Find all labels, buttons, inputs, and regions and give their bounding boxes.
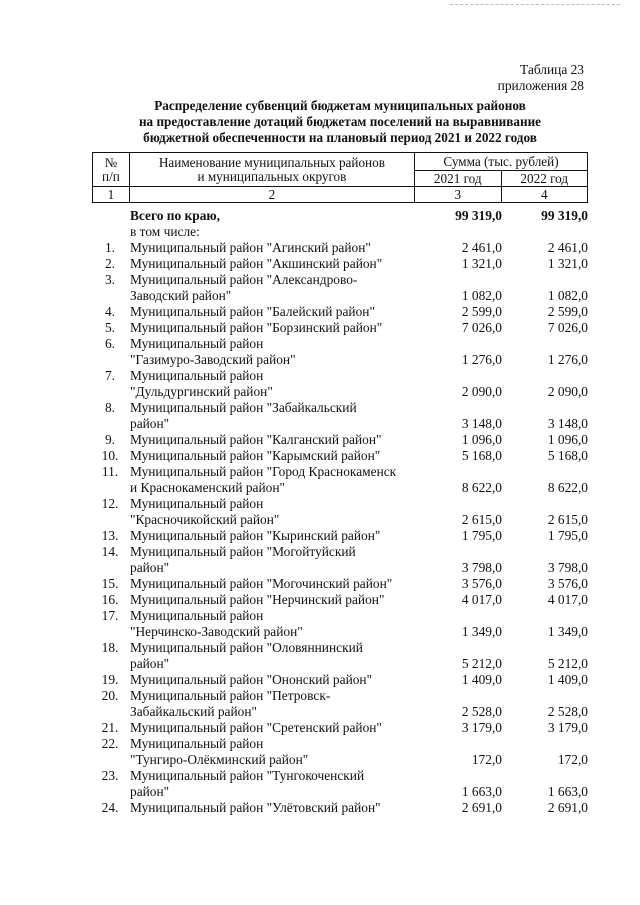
row-value-2021: 1 276,0 xyxy=(461,352,502,367)
header-index-4: 4 xyxy=(501,187,588,203)
row-name xyxy=(128,304,416,320)
row-name xyxy=(128,240,416,256)
row-value-2022: 2 691,0 xyxy=(547,800,588,815)
table-row xyxy=(92,720,588,736)
appendix-number: приложения 28 xyxy=(497,78,584,93)
total-row xyxy=(92,208,588,224)
row-name xyxy=(128,688,416,720)
row-name-line: Муниципальный район "Ононский район" xyxy=(130,672,373,687)
row-name xyxy=(128,528,416,544)
row-value-2021: 2 461,0 xyxy=(461,240,502,255)
row-value-2022: 8 622,0 xyxy=(547,480,588,495)
row-name xyxy=(128,608,416,640)
row-value-2022: 3 576,0 xyxy=(547,576,588,591)
header-index-1: 1 xyxy=(93,187,130,203)
row-name xyxy=(128,672,416,688)
table-number: Таблица 23 xyxy=(520,62,584,77)
row-number: 21. xyxy=(101,720,119,735)
row-value-2021: 1 795,0 xyxy=(461,528,502,543)
total-2022: 99 319,0 xyxy=(541,208,588,223)
row-value-2022: 1 663,0 xyxy=(547,784,588,799)
row-value-2022: 1 409,0 xyxy=(547,672,588,687)
table-row xyxy=(92,256,588,272)
row-value-2021: 2 599,0 xyxy=(461,304,502,319)
row-value-2022: 5 212,0 xyxy=(547,656,588,671)
row-name xyxy=(128,448,416,464)
table-row xyxy=(92,272,588,304)
row-value-2022: 1 349,0 xyxy=(547,624,588,639)
row-value-2021: 3 798,0 xyxy=(461,560,502,575)
row-name-line: "Нерчинско-Заводский район" xyxy=(130,624,303,639)
row-number: 10. xyxy=(101,448,119,463)
row-value-2021: 5 212,0 xyxy=(461,656,502,671)
title-line-2: на предоставление дотаций бюджетам поселений на выравнивание xyxy=(138,114,542,129)
table-row xyxy=(92,640,588,672)
row-value-2022: 2 615,0 xyxy=(547,512,588,527)
row-value-2022: 3 148,0 xyxy=(547,416,588,431)
table-reference xyxy=(498,62,584,94)
table-row xyxy=(92,400,588,432)
row-name-line: Муниципальный район xyxy=(130,496,264,511)
row-name xyxy=(128,256,416,272)
row-name-line: Муниципальный район xyxy=(130,368,264,383)
table-row xyxy=(92,592,588,608)
row-name-line: район" xyxy=(130,784,170,799)
table-header xyxy=(92,152,588,203)
row-number: 7. xyxy=(104,368,116,383)
row-number: 16. xyxy=(101,592,119,607)
table-row xyxy=(92,736,588,768)
row-value-2021: 5 168,0 xyxy=(461,448,502,463)
row-number: 12. xyxy=(101,496,119,511)
table-row xyxy=(92,528,588,544)
row-name-line: Муниципальный район "Калганский район" xyxy=(130,432,382,447)
row-value-2021: 1 349,0 xyxy=(461,624,502,639)
table-row xyxy=(92,240,588,256)
row-name-line: и Краснокаменский район" xyxy=(130,480,285,495)
row-value-2021: 3 179,0 xyxy=(461,720,502,735)
row-number: 14. xyxy=(101,544,119,559)
row-name xyxy=(128,400,416,432)
row-value-2021: 7 026,0 xyxy=(461,320,502,335)
row-name-line: "Дульдургинский район" xyxy=(130,384,273,399)
header-name-cell xyxy=(129,153,414,187)
row-value-2022: 1 082,0 xyxy=(547,288,588,303)
row-value-2021: 1 409,0 xyxy=(461,672,502,687)
row-name xyxy=(128,768,416,800)
row-number: 24. xyxy=(101,800,119,815)
row-name-line: Муниципальный район "Город Краснокаменск xyxy=(130,464,397,479)
row-name-line: "Газимуро-Заводский район" xyxy=(130,352,296,367)
row-number: 23. xyxy=(101,768,119,783)
row-number: 19. xyxy=(101,672,119,687)
row-number: 11. xyxy=(101,464,119,479)
row-value-2021: 3 576,0 xyxy=(461,576,502,591)
row-value-2021: 4 017,0 xyxy=(461,592,502,607)
row-name-line: Муниципальный район "Нерчинский район" xyxy=(130,592,385,607)
table-row xyxy=(92,576,588,592)
row-name xyxy=(128,800,416,816)
row-name xyxy=(128,640,416,672)
table-row xyxy=(92,432,588,448)
row-value-2021: 2 528,0 xyxy=(461,704,502,719)
row-name-line: Муниципальный район "Агинский район" xyxy=(130,240,371,255)
row-number: 1. xyxy=(104,240,116,255)
row-name-line: Муниципальный район "Петровск- xyxy=(130,688,331,703)
row-value-2022: 2 461,0 xyxy=(547,240,588,255)
row-value-2022: 1 096,0 xyxy=(547,432,588,447)
row-number: 20. xyxy=(101,688,119,703)
subtotal-caption-row xyxy=(92,224,588,240)
header-year-2021: 2021 год xyxy=(415,171,501,187)
row-number: 22. xyxy=(101,736,119,751)
row-value-2021: 1 096,0 xyxy=(461,432,502,447)
row-name-line: Муниципальный район "Карымский район" xyxy=(130,448,381,463)
row-value-2021: 3 148,0 xyxy=(461,416,502,431)
row-value-2022: 2 599,0 xyxy=(547,304,588,319)
row-number: 4. xyxy=(104,304,116,319)
table-row xyxy=(92,336,588,368)
table-body xyxy=(92,208,588,816)
table-row xyxy=(92,320,588,336)
row-name-line: Муниципальный район xyxy=(130,608,264,623)
table-row xyxy=(92,368,588,400)
row-name-line: Муниципальный район "Забайкальский xyxy=(130,400,357,415)
row-value-2021: 1 321,0 xyxy=(461,256,502,271)
table-row xyxy=(92,608,588,640)
row-number: 15. xyxy=(101,576,119,591)
row-name-line: район" xyxy=(130,416,170,431)
row-name xyxy=(128,432,416,448)
row-name xyxy=(128,320,416,336)
table-row xyxy=(92,496,588,528)
row-name xyxy=(128,592,416,608)
row-number: 17. xyxy=(101,608,119,623)
row-number: 13. xyxy=(101,528,119,543)
scan-edge-line xyxy=(450,4,620,5)
row-name-line: Муниципальный район "Оловяннинский xyxy=(130,640,363,655)
row-name-line: Муниципальный район "Акшинский район" xyxy=(130,256,383,271)
row-name xyxy=(128,272,416,304)
row-name-line: Заводский район" xyxy=(130,288,232,303)
row-value-2022: 1 276,0 xyxy=(547,352,588,367)
row-number: 18. xyxy=(101,640,119,655)
row-name-line: Муниципальный район "Балейский район" xyxy=(130,304,375,319)
row-value-2022: 172,0 xyxy=(557,752,588,767)
row-value-2021: 8 622,0 xyxy=(461,480,502,495)
header-sum-cell: Сумма (тыс. рублей) xyxy=(415,153,588,171)
table-row xyxy=(92,768,588,800)
table-row xyxy=(92,448,588,464)
header-index-2: 2 xyxy=(129,187,414,203)
title-line-1: Распределение субвенций бюджетам муниципальных районов xyxy=(154,98,526,113)
row-value-2021: 2 691,0 xyxy=(461,800,502,815)
title-line-3: бюджетной обеспеченности на плановый период 2021 и 2022 годов xyxy=(143,130,537,145)
row-value-2022: 5 168,0 xyxy=(547,448,588,463)
row-number: 9. xyxy=(104,432,116,447)
row-name-line: Муниципальный район "Могойтуйский xyxy=(130,544,356,559)
header-index-3: 3 xyxy=(415,187,501,203)
total-label: Всего по краю, xyxy=(130,208,220,223)
row-value-2021: 1 663,0 xyxy=(461,784,502,799)
row-name xyxy=(128,544,416,576)
row-name-line: Муниципальный район "Александрово- xyxy=(130,272,358,287)
row-name-line: Муниципальный район xyxy=(130,336,264,351)
row-value-2022: 2 090,0 xyxy=(547,384,588,399)
row-name-line: Муниципальный район xyxy=(130,736,264,751)
row-value-2022: 1 795,0 xyxy=(547,528,588,543)
row-value-2022: 7 026,0 xyxy=(547,320,588,335)
table-row xyxy=(92,688,588,720)
header-num-line1: № xyxy=(104,154,118,170)
row-value-2021: 1 082,0 xyxy=(461,288,502,303)
header-year-2022: 2022 год xyxy=(501,171,588,187)
row-name xyxy=(128,496,416,528)
row-name xyxy=(128,336,416,368)
header-num-cell xyxy=(93,153,130,187)
row-value-2021: 2 615,0 xyxy=(461,512,502,527)
row-name xyxy=(128,720,416,736)
including-label: в том числе: xyxy=(130,224,200,239)
row-number: 2. xyxy=(104,256,116,271)
row-name xyxy=(128,464,416,496)
row-name-line: Муниципальный район "Улётовский район" xyxy=(130,800,381,815)
row-value-2022: 2 528,0 xyxy=(547,704,588,719)
row-value-2022: 4 017,0 xyxy=(547,592,588,607)
row-number: 5. xyxy=(104,320,116,335)
row-value-2021: 172,0 xyxy=(471,752,502,767)
header-name-line1: Наименование муниципальных районов xyxy=(158,154,385,170)
row-name xyxy=(128,576,416,592)
row-name xyxy=(128,368,416,400)
row-name-line: "Тунгиро-Олёкминский район" xyxy=(130,752,309,767)
row-name-line: "Красночикойский район" xyxy=(130,512,280,527)
row-name-line: район" xyxy=(130,560,170,575)
row-name-line: Муниципальный район "Борзинский район" xyxy=(130,320,383,335)
row-name xyxy=(128,736,416,768)
total-2021: 99 319,0 xyxy=(455,208,502,223)
table-row xyxy=(92,672,588,688)
table-row xyxy=(92,800,588,816)
row-number: 6. xyxy=(104,336,116,351)
row-name-line: Муниципальный район "Кыринский район" xyxy=(130,528,381,543)
row-value-2022: 1 321,0 xyxy=(547,256,588,271)
table-row xyxy=(92,464,588,496)
row-number: 8. xyxy=(104,400,116,415)
row-name-line: Забайкальский район" xyxy=(130,704,257,719)
table-row xyxy=(92,544,588,576)
row-name-line: район" xyxy=(130,656,170,671)
header-num-line2: п/п xyxy=(102,168,120,184)
row-name-line: Муниципальный район "Тунгокоченский xyxy=(130,768,365,783)
document-title xyxy=(100,98,580,146)
row-value-2021: 2 090,0 xyxy=(461,384,502,399)
header-name-line2: и муниципальных округов xyxy=(197,168,347,184)
row-value-2022: 3 179,0 xyxy=(547,720,588,735)
row-name-line: Муниципальный район "Сретенский район" xyxy=(130,720,382,735)
row-value-2022: 3 798,0 xyxy=(547,560,588,575)
row-name-line: Муниципальный район "Могочинский район" xyxy=(130,576,393,591)
row-number: 3. xyxy=(104,272,116,287)
table-row xyxy=(92,304,588,320)
